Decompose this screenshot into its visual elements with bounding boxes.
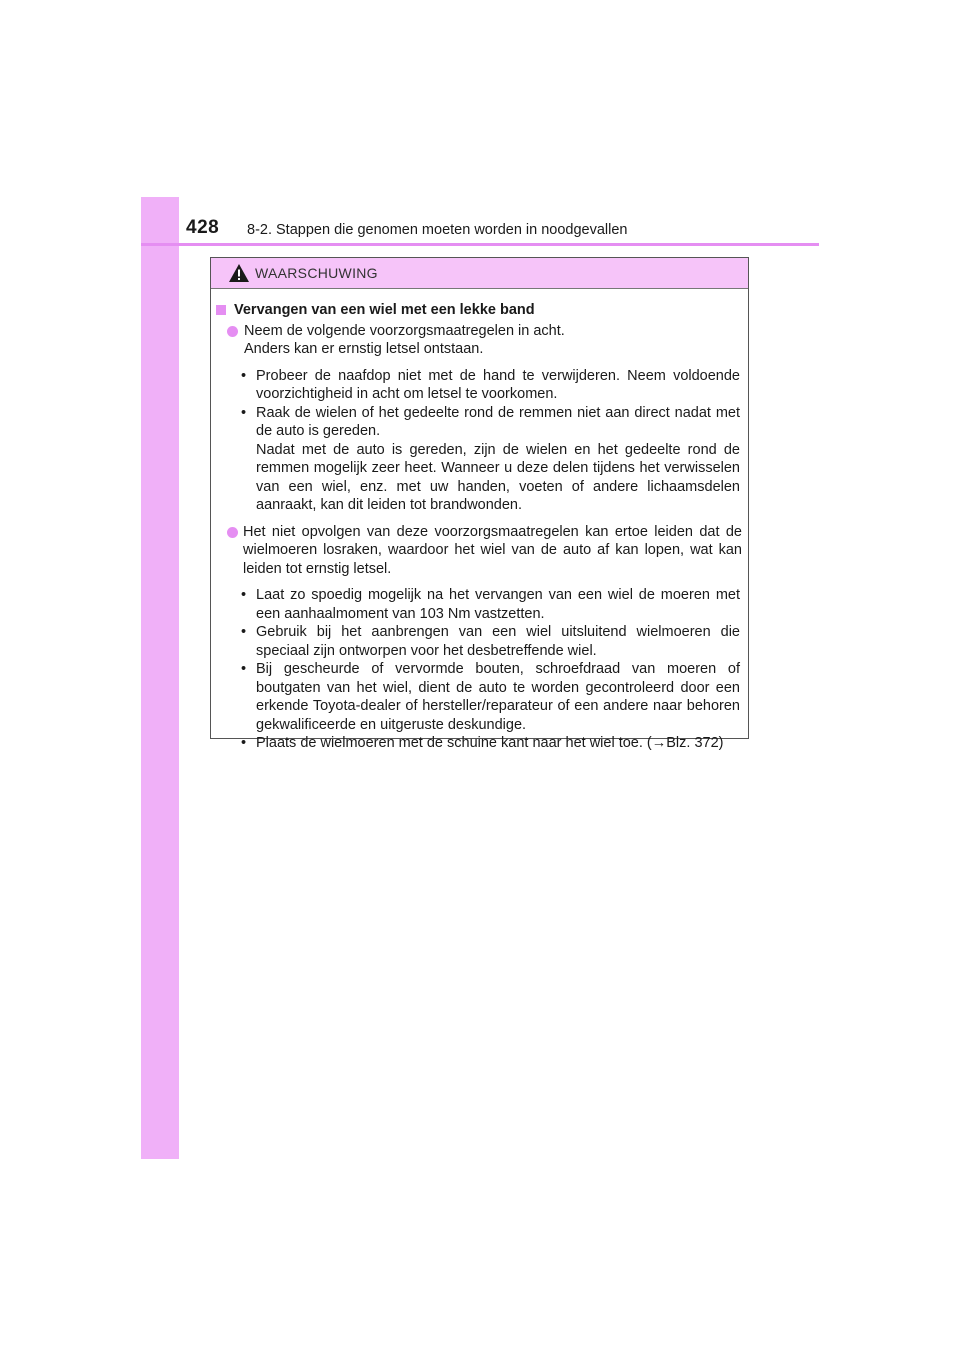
circle-bullet-icon [227, 527, 238, 538]
bullet-dot-icon: • [241, 404, 247, 421]
bullet-list [211, 586, 748, 753]
chapter-side-tab [141, 197, 179, 1159]
item-text-2: Anders kan er ernstig letsel ontstaan. [244, 341, 484, 357]
warning-triangle-icon [228, 263, 250, 283]
list-item: • Probeer de naafdop niet met de hand te verwijderen. Neem voldoende voorzichtigheid in acht om letsel te voorkomen. [241, 367, 740, 402]
warning-heading-text: Vervangen van een wiel met een lekke band [234, 302, 535, 318]
bullet-dot-icon: • [241, 661, 247, 677]
bullet-dot-icon: • [241, 735, 247, 751]
warning-heading [214, 301, 748, 320]
bullet-dot-icon: • [241, 624, 247, 640]
list-item: • Raak de wielen of het gedeelte rond de remmen niet aan direct nadat met de auto is gereden. [241, 404, 740, 439]
list-item: • Plaats de wielmoeren met de schuine kant naar het wiel toe. (→Blz. 372) [241, 735, 724, 751]
square-bullet-icon [216, 305, 226, 315]
warning-label: WAARSCHUWING [255, 265, 378, 281]
list-item: • Gebruik bij het aanbrengen van een wiel uitsluitend wielmoeren die speciaal zijn ontworpen voor het desbetreffende wiel. [241, 624, 740, 659]
list-item [211, 523, 748, 579]
item-text: Het niet opvolgen van deze voorzorgsmaatregelen kan ertoe leiden dat de wielmoeren losraken, waardoor het wiel van de auto af kan lopen, wat kan leiden tot ernstig letsel. [243, 523, 742, 577]
page-number: 428 [186, 217, 220, 238]
warning-header [211, 258, 748, 289]
list-item: • Laat zo spoedig mogelijk na het vervangen van een wiel de moeren met een aanhaalmoment van 103 Nm vastzetten. [241, 587, 740, 622]
list-item: • Bij gescheurde of vervormde bouten, schroefdraad van moeren of boutgaten van het wiel, dient de auto te worden gecontroleerd door een erkende Toyota-dealer of hersteller/reparateur of een andere naar behoren gekwalificeerde en uitgeruste deskundige. [241, 661, 740, 733]
item-text: Neem de volgende voorzorgsmaatregelen in acht. [244, 322, 565, 339]
warning-body [211, 301, 748, 761]
bullet-dot-icon: • [241, 587, 247, 603]
bullet-list [211, 367, 748, 515]
header-rule [141, 243, 819, 246]
list-item [211, 322, 748, 359]
circle-bullet-icon [227, 326, 238, 337]
bullet-dot-icon: • [241, 367, 247, 384]
list-item: Nadat met de auto is gereden, zijn de wielen en het gedeelte rond de remmen mogelijk zeer heet. Wanneer u deze delen tijdens het verwisselen van een wiel, enz. met uw handen, voeten of andere lichaamsdelen aanraakt, kan dit leiden tot brandwonden. [256, 441, 740, 513]
warning-box [210, 257, 749, 751]
section-title: 8-2. Stappen die genomen moeten worden in noodgevallen [247, 222, 628, 238]
